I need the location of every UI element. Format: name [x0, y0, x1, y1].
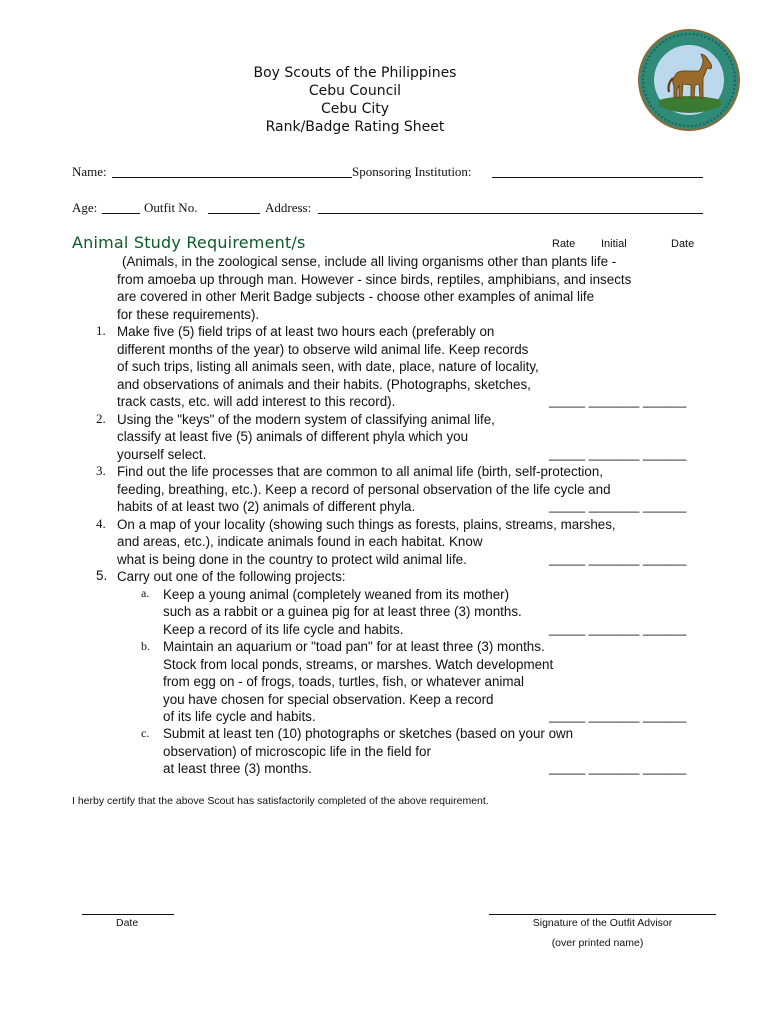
item-line: On a map of your locality (showing such things as forests, plains, streams, marshes, — [117, 516, 616, 532]
item-line: and observations of animals and their habits. (Photographs, sketches, — [117, 376, 531, 392]
item-line: different months of the year) to observe wild animal life. Keep records — [117, 341, 529, 357]
subitem-line: Stock from local ponds, streams, or marshes. Watch development — [163, 656, 554, 672]
item-line: Using the "keys" of the modern system of classifying animal life, — [117, 411, 495, 427]
rating-blanks[interactable]: _____ _______ ______ — [549, 393, 687, 408]
name-field[interactable] — [112, 177, 352, 178]
item-line: and areas, etc.), indicate animals found in each habitat. Know — [117, 534, 483, 549]
printed-name-label: (over printed name) — [551, 937, 644, 949]
item-number: 5. — [96, 568, 108, 583]
item-number: 4. — [96, 515, 106, 531]
rating-blanks[interactable]: _____ _______ ______ — [549, 708, 687, 723]
subitem-line: such as a rabbit or a guinea pig for at least three (3) months. — [163, 604, 522, 619]
subitem-line: Keep a record of its life cycle and habits. — [163, 621, 404, 637]
intro-line: for these requirements). — [117, 306, 260, 322]
rating-blanks[interactable]: _____ _______ ______ — [549, 620, 687, 636]
item-line: yourself select. — [117, 446, 207, 462]
rating-blanks[interactable]: _____ _______ ______ — [549, 550, 687, 566]
outfit-field[interactable] — [208, 213, 260, 214]
item-line: Make five (5) field trips of at least two hours each (preferably on — [117, 324, 495, 339]
rating-blanks[interactable]: _____ _______ ______ — [549, 445, 687, 461]
subitem-line: Keep a young animal (completely weaned from its mother) — [163, 586, 510, 602]
subitem-line: Maintain an aquarium or "toad pan" for at least three (3) months. — [163, 639, 545, 654]
outfit-label: Outfit No. — [144, 200, 198, 215]
col-initial: Initial — [601, 238, 627, 250]
intro-line: are covered in other Merit Badge subjects - choose other examples of animal life — [117, 289, 595, 304]
subitem-line: you have chosen for special observation. Keep a record — [163, 691, 494, 707]
sponsor-label: Sponsoring Institution: — [352, 164, 472, 179]
item-number: 3. — [96, 463, 106, 478]
col-date: Date — [671, 238, 695, 250]
subitem-line: from egg on - of frogs, toads, turtles, fish, or whatever animal — [163, 674, 524, 689]
date-label: Date — [116, 917, 139, 929]
rating-blanks[interactable]: _____ _______ ______ — [549, 760, 687, 775]
intro-line: (Animals, in the zoological sense, include all living organisms other than plants life - — [122, 254, 617, 269]
item-line: of such trips, listing all animals seen, with date, place, nature of locality, — [117, 359, 539, 374]
org-name: Boy Scouts of the Philippines — [253, 65, 457, 81]
subitem-line: Submit at least ten (10) photographs or sketches (based on your own — [163, 726, 574, 741]
subitem-line: at least three (3) months. — [163, 761, 312, 776]
date-signature-line[interactable] — [82, 914, 174, 915]
item-number: 1. — [96, 323, 106, 338]
subitem-letter: a. — [141, 586, 150, 600]
council-name: Cebu Council — [308, 83, 402, 99]
item-number: 2. — [96, 410, 106, 426]
col-rate: Rate — [552, 238, 576, 250]
sponsor-field[interactable] — [492, 177, 703, 178]
item-line: Carry out one of the following projects: — [117, 569, 346, 584]
address-field[interactable] — [318, 213, 703, 214]
address-label: Address: — [265, 200, 312, 215]
city-name: Cebu City — [320, 101, 390, 117]
item-line: what is being done in the country to protect wild animal life. — [117, 551, 467, 567]
horse-icon — [637, 28, 741, 132]
item-line: classify at least five (5) animals of different phyla which you — [117, 429, 469, 444]
certification-text: I herby certify that the above Scout has satisfactorily completed of the above requirement. — [72, 795, 489, 807]
rating-blanks[interactable]: _____ _______ ______ — [549, 498, 687, 513]
subitem-letter: b. — [141, 638, 150, 653]
item-line: habits of at least two (2) animals of different phyla. — [117, 499, 416, 514]
item-line: Find out the life processes that are common to all animal life (birth, self-protection, — [117, 464, 604, 479]
age-label: Age: — [72, 200, 98, 215]
signature-label: Signature of the Outfit Advisor — [532, 917, 673, 929]
section-title: Animal Study Requirement/s — [72, 233, 306, 252]
subitem-line: observation) of microscopic life in the field for — [163, 743, 431, 759]
sheet-title: Rank/Badge Rating Sheet — [265, 119, 445, 135]
advisor-signature-line[interactable] — [489, 914, 716, 915]
subitem-letter: c. — [141, 725, 150, 740]
item-line: feeding, breathing, etc.). Keep a record of personal observation of the life cycle and — [117, 481, 611, 497]
subitem-line: of its life cycle and habits. — [163, 709, 316, 724]
name-label: Name: — [72, 164, 107, 179]
intro-line: from amoeba up through man. However - since birds, reptiles, amphibians, and insects — [117, 271, 632, 287]
item-line: track casts, etc. will add interest to this record). — [117, 394, 396, 409]
age-field[interactable] — [102, 213, 140, 214]
